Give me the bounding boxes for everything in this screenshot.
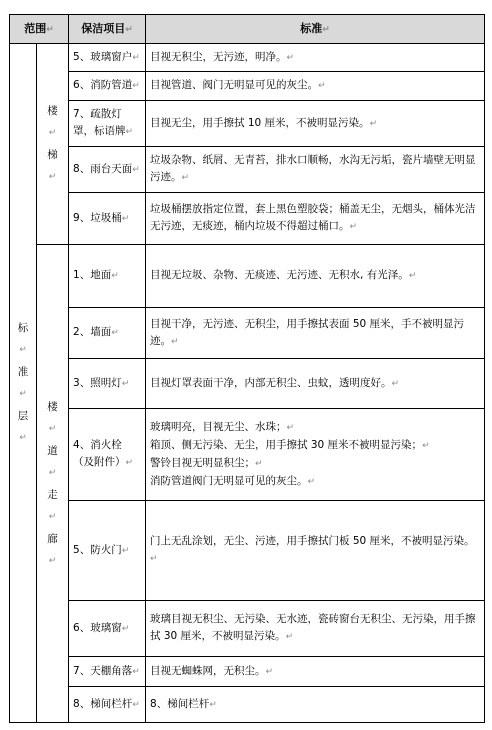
item-cell: 4、消火栓（及附件）↵ — [69, 409, 146, 501]
table-row — [10, 687, 485, 723]
table-row — [10, 359, 485, 409]
table-row — [10, 44, 485, 72]
range-cell: 标 ↵ 准 ↵ 层 ↵ — [10, 44, 37, 723]
standard-cell: 目视无蜘蛛网，无积尘。↵ — [146, 657, 485, 687]
table-row — [10, 308, 485, 359]
table-row — [10, 193, 485, 245]
standard-cell: 门上无乱涂划，无尘、污迹，用手擦拭门板 50 厘米，不被明显污染。↵ — [146, 501, 485, 601]
table-row — [10, 601, 485, 657]
item-cell: 3、照明灯↵ — [69, 359, 146, 409]
item-cell: 9、垃圾桶↵ — [69, 193, 146, 245]
item-cell: 5、防火门↵ — [69, 501, 146, 601]
standard-cell: 垃圾桶摆放指定位置，套上黑色塑胶袋；桶盖无尘，无烟头，桶体光洁无污迹，无痰迹，桶内垃圾不得超过桶口。↵ — [146, 193, 485, 245]
standard-cell: 垃圾杂物、纸屑、无青苔，排水口顺畅，水沟无污垢，瓷片墙壁无明显污迹。↵ — [146, 147, 485, 193]
item-cell: 6、玻璃窗↵ — [69, 601, 146, 657]
standard-cell: 8、梯间栏杆↵ — [146, 687, 485, 723]
item-cell: 2、墙面↵ — [69, 308, 146, 359]
table-row — [10, 657, 485, 687]
standard-cell: 目视无垃圾、杂物、无痰迹、无污迹、无积水, 有光泽。↵ — [146, 245, 485, 308]
item-cell: 8、梯间栏杆↵ — [69, 687, 146, 723]
table-row — [10, 101, 485, 147]
item-cell: 6、消防管道↵ — [69, 72, 146, 101]
table-row — [10, 72, 485, 101]
header-row — [10, 15, 485, 44]
table-row — [10, 501, 485, 601]
standard-cell: 目视无尘，用手擦拭 10 厘米，不被明显污染。↵ — [146, 101, 485, 147]
table-row — [10, 245, 485, 308]
item-cell: 8、雨台天面↵ — [69, 147, 146, 193]
table-row — [10, 147, 485, 193]
standard-cell: 目视干净，无污迹、无积尘，用手擦拭表面 50 厘米，手不被明显污迹。↵ — [146, 308, 485, 359]
standard-cell: 玻璃目视无积尘、无污染、无水迹，瓷砖窗台无积尘、无污染，用手擦拭 30 厘米，不被明显污染。↵ — [146, 601, 485, 657]
area-corridor: 楼 ↵ 道 ↵ 走 ↵ 廊 ↵ — [37, 245, 69, 723]
item-cell: 1、地面↵ — [69, 245, 146, 308]
area-stairs: 楼 ↵ 梯 ↵ — [37, 44, 69, 245]
item-cell: 7、天棚角落↵ — [69, 657, 146, 687]
table-row — [10, 409, 485, 501]
header-item: 保洁项目↵ — [69, 15, 146, 44]
standard-cell: 目视无积尘，无污迹，明净。↵ — [146, 44, 485, 72]
header-standard: 标准↵ — [146, 15, 485, 44]
standard-cell: 目视灯罩表面干净，内部无积尘、虫蚊，透明度好。↵ — [146, 359, 485, 409]
standard-cell: 目视管道、阀门无明显可见的灰尘。↵ — [146, 72, 485, 101]
item-cell: 7、疏散灯罩，标语牌↵ — [69, 101, 146, 147]
cleaning-standards-table — [9, 14, 485, 723]
header-range: 范围↵ — [10, 15, 69, 44]
item-cell: 5、玻璃窗户↵ — [69, 44, 146, 72]
standard-cell: 玻璃明亮，目视无尘、水珠；↵ 箱顶、侧无污染、无尘，用手擦拭 30 厘米不被明显污染；↵ 警铃目视无明显积尘；↵ 消防管道阀门无明显可见的灰尘。↵ — [146, 409, 485, 501]
